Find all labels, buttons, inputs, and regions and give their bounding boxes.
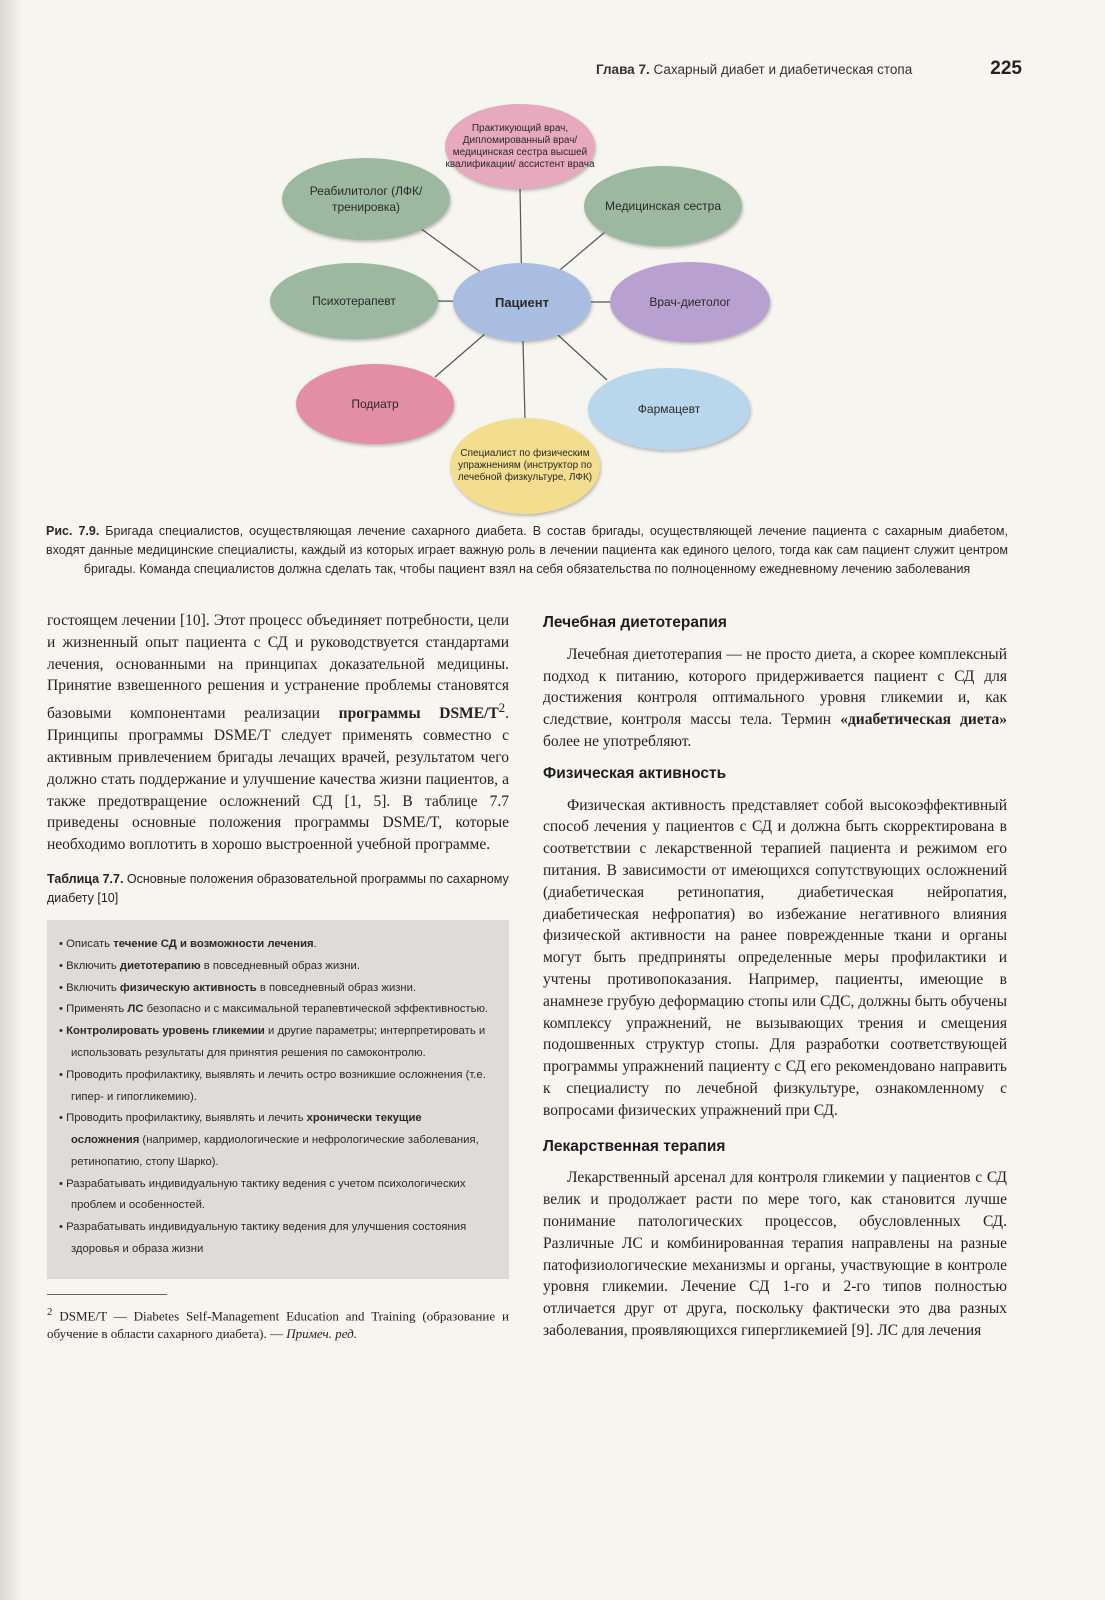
node-podiatrist: Подиатр <box>296 364 454 444</box>
table-item: • Контролировать уровень гликемии и другие параметры; интерпретировать и использовать результаты для принятия решения по самоконтролю. <box>59 1021 493 1065</box>
table-item: • Проводить профилактику, выявлять и лечить хронически текущие осложнения (например, кардиологические и нефрологические заболевания, ретинопатию, стопу Шарко). <box>59 1108 493 1173</box>
table-item: • Включить диетотерапию в повседневный образ жизни. <box>59 956 493 978</box>
node-practitioner: Практикующий врач, Дипломированный врач/ медицинская сестра высшей квалификации/ ассистент врача <box>445 104 595 189</box>
table-item: • Разрабатывать индивидуальную тактику ведения с учетом психологических проблем и особенностей. <box>59 1174 493 1218</box>
node-patient: Пациент <box>453 263 591 341</box>
table-item: • Описать течение СД и возможности лечения. <box>59 934 493 956</box>
left-column <box>47 610 509 1343</box>
node-rehabilitologist: Реабилитолог (ЛФК/тренировка) <box>282 158 450 240</box>
footnote-divider <box>47 1294 167 1295</box>
node-dietitian: Врач-диетолог <box>610 262 770 342</box>
footnote: $^2$ DSME/T — Diabetes Self-Management Education and Training (образование и обучение в области сахарного диабета). — Примеч. ред. <box>47 1305 510 1342</box>
table-item: • Применять ЛС безопасно и с максимальной терапевтической эффективностью. <box>59 999 493 1021</box>
page-spine-shadow <box>0 0 22 1600</box>
body-paragraph: Физическая активность представляет собой высокоэффективный способ лечения у пациентов с СД и должна быть скорректирована в соответствии с лекарственной терапией пациента и режимом его питания. В зависимости от имеющихся сопутствующих осложнений (диабетическая ретинопатия, диабетическая нейропатия, диабетическая нефропатия) во избежание негативного влияния физической активности на ранее поврежденные ткани и органы могут быть предприняты определенные меры профилактики и учтены противопоказания. Например, пациенты, имеющие в анамнезе грубую деформацию стопы или СДС, должны быть обучены комплексу упражнений, не вызывающих трения и смещения подошвенных структур стопы. Для разработки соответствующей программы упражнений пациенту с СД его рекомендовано направить к специалисту по лечебной физкультуре, ознакомленному с вопросами физических упражнений при СД. <box>543 796 1007 1119</box>
body-paragraph: Лечебная диетотерапия — не просто диета, а скорее комплексный подход к питанию, которого придерживается пациент с СД для достижения контроля оптимального уровня гликемии и, как следствие, контроля массы тела. Термин «диабетическая диета» более не употребляют. <box>543 645 1008 750</box>
table-item: • Включить физическую активность в повседневный образ жизни. <box>59 978 493 1000</box>
page-number: 225 <box>990 58 1022 79</box>
node-nurse: Медицинская сестра <box>584 166 742 246</box>
table-box <box>47 920 509 1279</box>
figure-caption: Рис. 7.9. Бригада специалистов, осуществляющая лечение сахарного диабета. В состав бригады, осуществляющей лечение пациента с сахарным диабетом, входят данные медицинские специалисты, каждый из которых играет важную роль в лечении пациента как единого целого, тогда как сам пациент служит центром бригады. Команда специалистов должна сделать так, чтобы пациент взял на себя обязательства по полноценному ежедневному лечению заболевания <box>46 524 1008 576</box>
care-team-diagram <box>260 100 800 520</box>
section-heading-physical-activity: Физическая активность <box>543 764 727 782</box>
chapter-heading: Глава 7. Сахарный диабет и диабетическая стопа <box>596 62 913 77</box>
body-paragraph: Лекарственный арсенал для контроля гликемии у пациентов с СД велик и продолжает расти по мере того, как становится лучше понимание патологических процессов, обусловленных СД. Различные ЛС и комбинированная терапия направлены на разные патофизиологические механизмы и органы, участвующие в контроле уровня гликемии. Лечение СД 1-го и 2-го типов полностью отличается друг от друга, поскольку фактически это два разных заболевания, проявляющихся гипергликемией [9]. ЛС для лечения <box>543 1169 1007 1339</box>
table-caption: Таблица 7.7. Основные положения образовательной программы по сахарному диабету [10] <box>47 871 509 905</box>
body-paragraph: гостоящем лечении [10]. Этот процесс объединяет потребности, цели и жизненный опыт пациента с СД и руководствуется стандартами лечения, основанными на принципах доказательной медицины. Принятие взвешенного решения и устранение проблемы становятся базовыми компонентами реализации программы DSME/$T^2$. Принципы программы DSME/T следует применять совместно с активным привлечением бригады лечащих врачей, результатом чего должно стать поддержание и улучшение качества жизни пациентов, а также предотвращение осложнений СД [1, 5]. В таблице 7.7 приведены основные положения программы DSME/T, которые необходимо воплотить в хорошо выстроенной учебной программе. <box>47 612 509 854</box>
table-item: • Разрабатывать индивидуальную тактику ведения для улучшения состояния здоровья и образа жизни <box>59 1217 493 1261</box>
node-exercise-specialist: Специалист по физическим упражнениям (инструктор по лечебной физкультуре, ЛФК) <box>450 418 600 514</box>
right-column <box>543 610 1007 1342</box>
node-psychotherapist: Психотерапевт <box>270 263 438 339</box>
running-header <box>560 58 1040 82</box>
node-pharmacist: Фармацевт <box>588 368 750 450</box>
section-heading-drug-therapy: Лекарственная терапия <box>543 1137 726 1155</box>
section-heading-diet: Лечебная диетотерапия <box>543 614 727 631</box>
table-item: • Проводить профилактику, выявлять и лечить остро возникшие осложнения (т.е. гипер- и гипогликемию). <box>59 1065 493 1109</box>
